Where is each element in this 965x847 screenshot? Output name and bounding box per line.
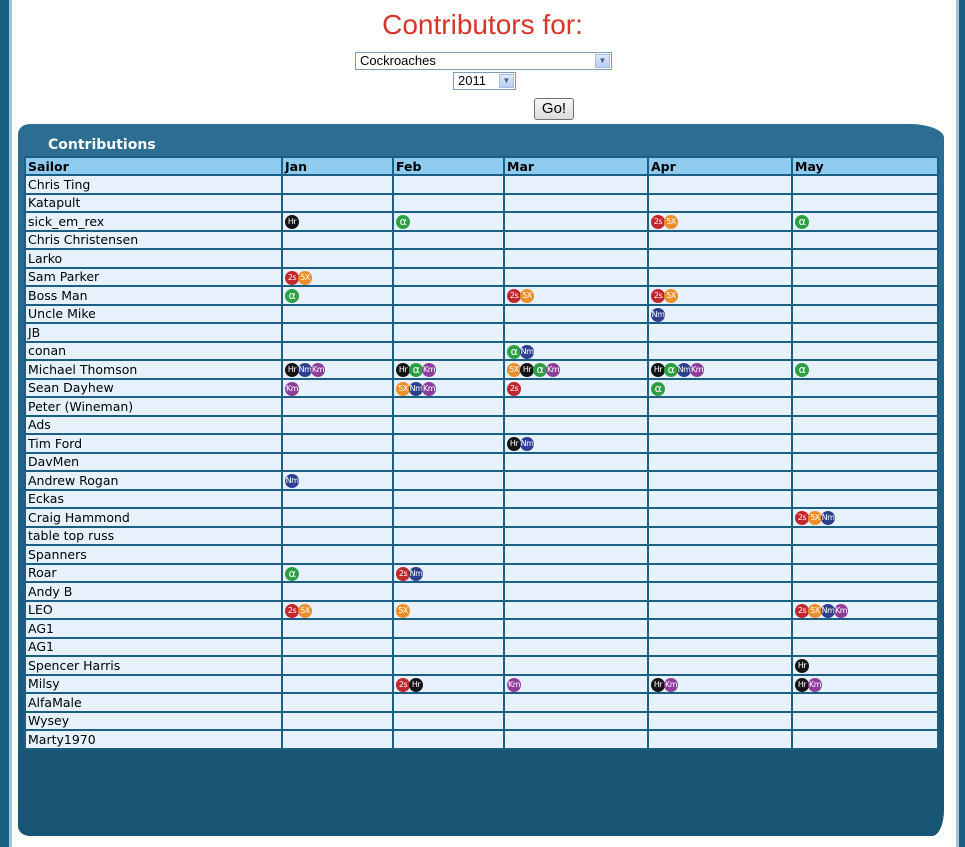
sailor-name[interactable]: Chris Christensen xyxy=(25,231,282,250)
month-cell xyxy=(504,434,648,453)
month-cell xyxy=(504,490,648,509)
month-cell xyxy=(792,527,938,546)
5x-badge-icon[interactable]: 5X xyxy=(664,215,678,229)
km-badge-icon[interactable]: Km xyxy=(422,382,436,396)
table-row xyxy=(25,305,938,324)
month-cell xyxy=(282,582,393,601)
5x-badge-icon[interactable]: 5X xyxy=(808,604,822,618)
month-cell xyxy=(648,638,792,657)
month-cell xyxy=(648,323,792,342)
table-row xyxy=(25,545,938,564)
month-cell xyxy=(792,453,938,472)
nm-badge-icon[interactable]: Nm xyxy=(285,474,299,488)
month-cell xyxy=(504,564,648,583)
sailor-name[interactable]: AG1 xyxy=(25,619,282,638)
month-cell xyxy=(393,323,504,342)
nm-badge-icon[interactable]: Nm xyxy=(651,308,665,322)
month-cell xyxy=(393,453,504,472)
alpha-badge-icon[interactable]: α xyxy=(533,363,547,377)
month-cell xyxy=(648,286,792,305)
month-cell xyxy=(648,656,792,675)
table-row xyxy=(25,712,938,731)
nm-badge-icon[interactable]: Nm xyxy=(520,345,534,359)
alpha-badge-icon[interactable]: α xyxy=(651,382,665,396)
2s-badge-icon[interactable]: 2s xyxy=(795,511,809,525)
sailor-name[interactable]: Spanners xyxy=(25,545,282,564)
month-cell xyxy=(648,564,792,583)
table-row xyxy=(25,212,938,231)
month-cell xyxy=(648,619,792,638)
month-cell xyxy=(504,545,648,564)
table-row xyxy=(25,249,938,268)
page-title: Contributors for: xyxy=(382,9,583,40)
5x-badge-icon[interactable]: 5X xyxy=(520,289,534,303)
boat-select-value: Cockroaches xyxy=(360,53,436,68)
km-badge-icon[interactable]: Km xyxy=(690,363,704,377)
table-row xyxy=(25,601,938,620)
month-cell xyxy=(792,416,938,435)
month-cell xyxy=(282,249,393,268)
month-cell xyxy=(393,638,504,657)
table-row xyxy=(25,397,938,416)
month-cell xyxy=(648,194,792,213)
month-cell xyxy=(648,601,792,620)
month-cell xyxy=(792,471,938,490)
month-cell xyxy=(648,249,792,268)
2s-badge-icon[interactable]: 2s xyxy=(507,289,521,303)
sailor-name[interactable]: Michael Thomson xyxy=(25,360,282,379)
table-row xyxy=(25,693,938,712)
alpha-badge-icon[interactable]: α xyxy=(795,363,809,377)
month-cell xyxy=(648,397,792,416)
month-cell xyxy=(648,268,792,287)
month-cell xyxy=(282,286,393,305)
month-cell xyxy=(648,471,792,490)
month-cell xyxy=(393,249,504,268)
month-cell xyxy=(282,453,393,472)
month-cell xyxy=(792,305,938,324)
month-cell xyxy=(792,564,938,583)
sailor-name[interactable]: Tim Ford xyxy=(25,434,282,453)
sailor-name[interactable]: Uncle Mike xyxy=(25,305,282,324)
2s-badge-icon[interactable]: 2s xyxy=(396,678,410,692)
km-badge-icon[interactable]: Km xyxy=(834,604,848,618)
hr-badge-icon[interactable]: Hr xyxy=(396,363,410,377)
table-row xyxy=(25,619,938,638)
month-cell xyxy=(648,342,792,361)
km-badge-icon[interactable]: Km xyxy=(285,382,299,396)
month-cell xyxy=(282,268,393,287)
month-cell xyxy=(393,730,504,749)
month-cell xyxy=(393,379,504,398)
table-row xyxy=(25,323,938,342)
5x-badge-icon[interactable]: 5X xyxy=(507,363,521,377)
sailor-name[interactable]: Milsy xyxy=(25,675,282,694)
month-cell xyxy=(282,212,393,231)
month-cell xyxy=(648,416,792,435)
month-cell xyxy=(648,231,792,250)
sailor-name[interactable]: Wysey xyxy=(25,712,282,731)
month-cell xyxy=(792,175,938,194)
column-header-apr[interactable]: Apr xyxy=(648,157,792,175)
hr-badge-icon[interactable]: Hr xyxy=(795,659,809,673)
month-cell xyxy=(648,453,792,472)
5x-badge-icon[interactable]: 5X xyxy=(396,604,410,618)
sailor-name[interactable]: Boss Man xyxy=(25,286,282,305)
5x-badge-icon[interactable]: 5X xyxy=(808,511,822,525)
month-cell xyxy=(648,212,792,231)
2s-badge-icon[interactable]: 2s xyxy=(507,382,521,396)
2s-badge-icon[interactable]: 2s xyxy=(285,604,299,618)
month-cell xyxy=(792,286,938,305)
month-cell xyxy=(393,619,504,638)
month-cell xyxy=(393,582,504,601)
left-window-border xyxy=(0,0,9,847)
hr-badge-icon[interactable]: Hr xyxy=(285,215,299,229)
2s-badge-icon[interactable]: 2s xyxy=(396,567,410,581)
sailor-name[interactable]: Craig Hammond xyxy=(25,508,282,527)
month-cell xyxy=(792,545,938,564)
sailor-name[interactable]: Spencer Harris xyxy=(25,656,282,675)
month-cell xyxy=(648,675,792,694)
table-header-row xyxy=(25,157,938,175)
sailor-name[interactable]: Peter (Wineman) xyxy=(25,397,282,416)
month-cell xyxy=(393,416,504,435)
hr-badge-icon[interactable]: Hr xyxy=(285,363,299,377)
column-header-mar[interactable]: Mar xyxy=(504,157,648,175)
month-cell xyxy=(282,342,393,361)
month-cell xyxy=(792,268,938,287)
month-cell xyxy=(792,508,938,527)
month-cell xyxy=(282,490,393,509)
table-row xyxy=(25,638,938,657)
sailor-name[interactable]: Ads xyxy=(25,416,282,435)
month-cell xyxy=(792,379,938,398)
month-cell xyxy=(648,545,792,564)
month-cell xyxy=(282,231,393,250)
month-cell xyxy=(282,545,393,564)
nm-badge-icon[interactable]: Nm xyxy=(821,511,835,525)
month-cell xyxy=(792,601,938,620)
sailor-name[interactable]: Chris Ting xyxy=(25,175,282,194)
month-cell xyxy=(282,360,393,379)
month-cell xyxy=(504,508,648,527)
month-cell xyxy=(504,175,648,194)
hr-badge-icon[interactable]: Hr xyxy=(409,678,423,692)
month-cell xyxy=(504,231,648,250)
month-cell xyxy=(504,675,648,694)
month-cell xyxy=(393,194,504,213)
month-cell xyxy=(792,360,938,379)
sailor-name[interactable]: Marty1970 xyxy=(25,730,282,749)
sailor-name[interactable]: AG1 xyxy=(25,638,282,657)
month-cell xyxy=(504,712,648,731)
month-cell xyxy=(648,434,792,453)
sailor-name[interactable]: DavMen xyxy=(25,453,282,472)
km-badge-icon[interactable]: Km xyxy=(422,363,436,377)
panel-title: Contributions xyxy=(48,137,156,153)
month-cell xyxy=(282,527,393,546)
month-cell xyxy=(393,434,504,453)
month-cell xyxy=(393,212,504,231)
month-cell xyxy=(648,582,792,601)
month-cell xyxy=(504,730,648,749)
km-badge-icon[interactable]: Km xyxy=(311,363,325,377)
sailor-name[interactable]: JB xyxy=(25,323,282,342)
month-cell xyxy=(792,490,938,509)
month-cell xyxy=(504,638,648,657)
month-cell xyxy=(504,212,648,231)
month-cell xyxy=(504,693,648,712)
month-cell xyxy=(282,601,393,620)
month-cell xyxy=(792,675,938,694)
month-cell xyxy=(282,323,393,342)
month-cell xyxy=(393,175,504,194)
month-cell xyxy=(504,601,648,620)
table-row xyxy=(25,194,938,213)
month-cell xyxy=(393,601,504,620)
month-cell xyxy=(504,249,648,268)
hr-badge-icon[interactable]: Hr xyxy=(651,678,665,692)
sailor-name[interactable]: Eckas xyxy=(25,490,282,509)
sailor-name[interactable]: Larko xyxy=(25,249,282,268)
table-row xyxy=(25,582,938,601)
hr-badge-icon[interactable]: Hr xyxy=(507,437,521,451)
contributions-table xyxy=(24,156,939,750)
month-cell xyxy=(393,471,504,490)
month-cell xyxy=(792,342,938,361)
month-cell xyxy=(792,212,938,231)
table-row xyxy=(25,675,938,694)
nm-badge-icon[interactable]: Nm xyxy=(821,604,835,618)
month-cell xyxy=(648,379,792,398)
month-cell xyxy=(792,397,938,416)
table-row xyxy=(25,730,938,749)
table-row xyxy=(25,656,938,675)
table-row xyxy=(25,342,938,361)
table-row xyxy=(25,286,938,305)
month-cell xyxy=(504,360,648,379)
hr-badge-icon[interactable]: Hr xyxy=(520,363,534,377)
2s-badge-icon[interactable]: 2s xyxy=(651,215,665,229)
table-body xyxy=(25,175,938,749)
month-cell xyxy=(504,305,648,324)
nm-badge-icon[interactable]: Nm xyxy=(677,363,691,377)
column-header-may[interactable]: May xyxy=(792,157,938,175)
month-cell xyxy=(393,693,504,712)
sailor-name[interactable]: Katapult xyxy=(25,194,282,213)
km-badge-icon[interactable]: Km xyxy=(546,363,560,377)
sailor-name[interactable]: Andrew Rogan xyxy=(25,471,282,490)
table-row xyxy=(25,416,938,435)
month-cell xyxy=(282,175,393,194)
month-cell xyxy=(504,619,648,638)
sailor-name[interactable]: Sam Parker xyxy=(25,268,282,287)
month-cell xyxy=(393,490,504,509)
month-cell xyxy=(393,712,504,731)
month-cell xyxy=(648,305,792,324)
month-cell xyxy=(792,249,938,268)
month-cell xyxy=(648,527,792,546)
sailor-name[interactable]: Roar xyxy=(25,564,282,583)
column-header-jan[interactable]: Jan xyxy=(282,157,393,175)
sailor-name[interactable]: Sean Dayhew xyxy=(25,379,282,398)
month-cell xyxy=(504,397,648,416)
chevron-down-icon[interactable]: ▼ xyxy=(595,54,610,68)
month-cell xyxy=(282,434,393,453)
month-cell xyxy=(648,490,792,509)
month-cell xyxy=(648,712,792,731)
month-cell xyxy=(504,416,648,435)
month-cell xyxy=(282,471,393,490)
month-cell xyxy=(792,712,938,731)
table-row xyxy=(25,231,938,250)
month-cell xyxy=(792,656,938,675)
2s-badge-icon[interactable]: 2s xyxy=(285,271,299,285)
month-cell xyxy=(282,638,393,657)
table-row xyxy=(25,508,938,527)
sailor-name[interactable]: AlfaMale xyxy=(25,693,282,712)
month-cell xyxy=(393,397,504,416)
month-cell xyxy=(792,693,938,712)
month-cell xyxy=(504,286,648,305)
month-cell xyxy=(282,416,393,435)
month-cell xyxy=(282,675,393,694)
nm-badge-icon[interactable]: Nm xyxy=(520,437,534,451)
month-cell xyxy=(792,231,938,250)
month-cell xyxy=(504,656,648,675)
month-cell xyxy=(648,508,792,527)
month-cell xyxy=(393,286,504,305)
month-cell xyxy=(393,656,504,675)
month-cell xyxy=(282,619,393,638)
nm-badge-icon[interactable]: Nm xyxy=(409,382,423,396)
month-cell xyxy=(504,471,648,490)
month-cell xyxy=(282,712,393,731)
alpha-badge-icon[interactable]: α xyxy=(795,215,809,229)
column-header-feb[interactable]: Feb xyxy=(393,157,504,175)
table-row xyxy=(25,379,938,398)
month-cell xyxy=(393,545,504,564)
alpha-badge-icon[interactable]: α xyxy=(396,215,410,229)
table-row xyxy=(25,564,938,583)
sailor-name[interactable]: sick_em_rex xyxy=(25,212,282,231)
month-cell xyxy=(393,342,504,361)
5x-badge-icon[interactable]: 5X xyxy=(396,382,410,396)
month-cell xyxy=(282,564,393,583)
hr-badge-icon[interactable]: Hr xyxy=(795,678,809,692)
5x-badge-icon[interactable]: 5X xyxy=(298,604,312,618)
boat-select[interactable] xyxy=(355,52,612,70)
2s-badge-icon[interactable]: 2s xyxy=(795,604,809,618)
table-row xyxy=(25,268,938,287)
2s-badge-icon[interactable]: 2s xyxy=(651,289,665,303)
month-cell xyxy=(504,527,648,546)
month-cell xyxy=(282,397,393,416)
sailor-name[interactable]: conan xyxy=(25,342,282,361)
month-cell xyxy=(282,693,393,712)
month-cell xyxy=(393,527,504,546)
month-cell xyxy=(504,194,648,213)
month-cell xyxy=(504,268,648,287)
month-cell xyxy=(393,675,504,694)
table-row xyxy=(25,360,938,379)
month-cell xyxy=(504,453,648,472)
km-badge-icon[interactable]: Km xyxy=(664,678,678,692)
hr-badge-icon[interactable]: Hr xyxy=(651,363,665,377)
5x-badge-icon[interactable]: 5X xyxy=(664,289,678,303)
km-badge-icon[interactable]: Km xyxy=(808,678,822,692)
month-cell xyxy=(282,656,393,675)
month-cell xyxy=(282,508,393,527)
table-row xyxy=(25,434,938,453)
alpha-badge-icon[interactable]: α xyxy=(285,289,299,303)
month-cell xyxy=(648,730,792,749)
table-row xyxy=(25,471,938,490)
table-row xyxy=(25,175,938,194)
table-row xyxy=(25,527,938,546)
month-cell xyxy=(504,323,648,342)
month-cell xyxy=(648,360,792,379)
month-cell xyxy=(648,693,792,712)
month-cell xyxy=(282,194,393,213)
column-header-sailor[interactable]: Sailor xyxy=(25,157,282,175)
month-cell xyxy=(282,730,393,749)
table-row xyxy=(25,453,938,472)
month-cell xyxy=(792,619,938,638)
alpha-badge-icon[interactable]: α xyxy=(285,567,299,581)
month-cell xyxy=(282,305,393,324)
month-cell xyxy=(792,434,938,453)
month-cell xyxy=(792,323,938,342)
month-cell xyxy=(504,342,648,361)
alpha-badge-icon[interactable]: α xyxy=(409,363,423,377)
table-row xyxy=(25,490,938,509)
km-badge-icon[interactable]: Km xyxy=(507,678,521,692)
nm-badge-icon[interactable]: Nm xyxy=(409,567,423,581)
chevron-down-icon[interactable]: ▼ xyxy=(499,74,514,88)
month-cell xyxy=(792,582,938,601)
sailor-name[interactable]: table top russ xyxy=(25,527,282,546)
month-cell xyxy=(648,175,792,194)
month-cell xyxy=(504,582,648,601)
month-cell xyxy=(393,564,504,583)
month-cell xyxy=(792,194,938,213)
month-cell xyxy=(792,730,938,749)
sailor-name[interactable]: Andy B xyxy=(25,582,282,601)
alpha-badge-icon[interactable]: α xyxy=(664,363,678,377)
month-cell xyxy=(393,305,504,324)
month-cell xyxy=(282,379,393,398)
month-cell xyxy=(393,231,504,250)
go-button[interactable]: Go! xyxy=(534,98,574,120)
year-select-value: 2011 xyxy=(458,73,486,88)
nm-badge-icon[interactable]: Nm xyxy=(298,363,312,377)
alpha-badge-icon[interactable]: α xyxy=(507,345,521,359)
sailor-name[interactable]: LEO xyxy=(25,601,282,620)
5x-badge-icon[interactable]: 5X xyxy=(298,271,312,285)
month-cell xyxy=(393,508,504,527)
right-window-border xyxy=(959,0,965,847)
year-select[interactable] xyxy=(453,72,516,90)
month-cell xyxy=(393,268,504,287)
month-cell xyxy=(393,360,504,379)
month-cell xyxy=(792,638,938,657)
month-cell xyxy=(504,379,648,398)
